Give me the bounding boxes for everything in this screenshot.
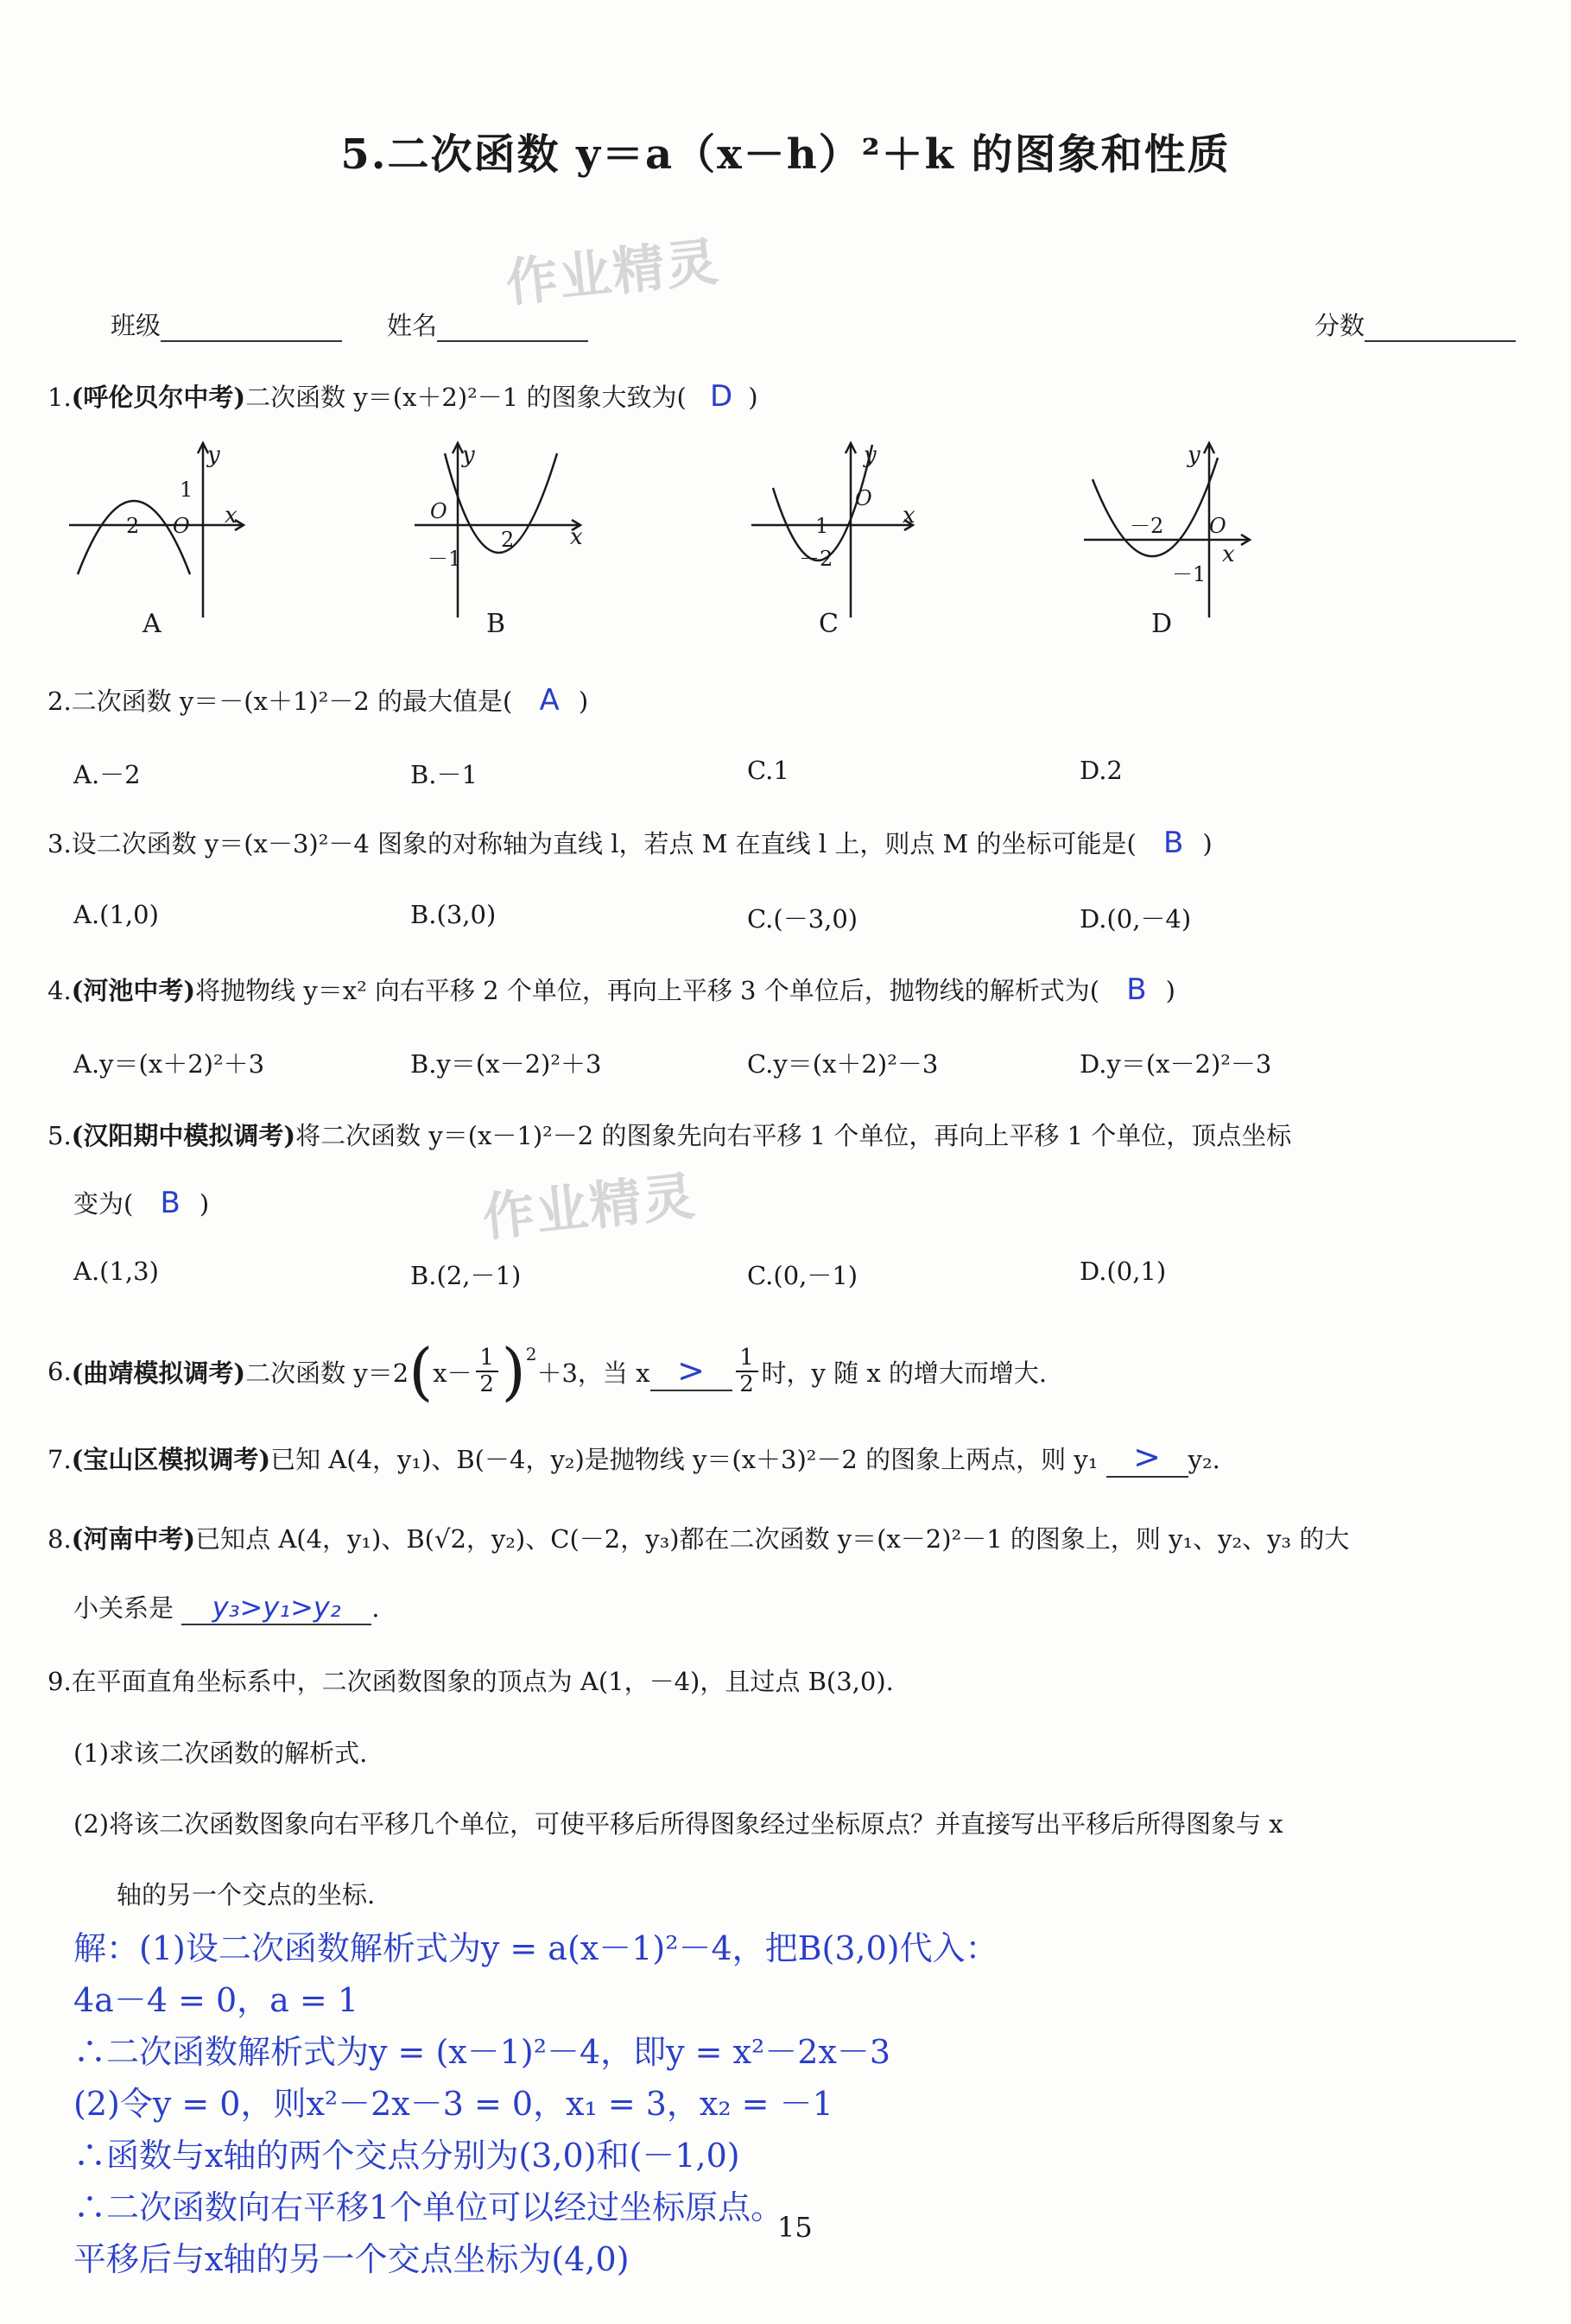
- question-1: 1.(呼伦贝尔中考)二次函数 y＝(x＋2)²－1 的图象大致为( D ): [48, 379, 758, 414]
- q6-blank[interactable]: [650, 1352, 732, 1391]
- graph-label-a: A: [143, 609, 162, 639]
- q6-answer: >: [677, 1352, 705, 1390]
- name-field: [387, 307, 588, 342]
- q3-option-d: D.(0,－4): [1080, 904, 1192, 934]
- question-8: 8.(河南中考)已知点 A(4，y₁)、B(√2，y₂)、C(－2，y₃)都在二次函数 y＝(x－2)²－1 的图象上，则 y₁、y₂、y₃ 的大: [48, 1524, 1350, 1554]
- q2-option-c: C.1: [747, 756, 789, 785]
- graph-b: [415, 443, 580, 617]
- svg-text:y: y: [207, 442, 220, 468]
- svg-text:x: x: [903, 503, 915, 529]
- class-field: [111, 307, 342, 342]
- page-number: 15: [777, 2211, 813, 2244]
- graph-label-d: D: [1151, 609, 1173, 639]
- name-blank[interactable]: [437, 311, 588, 342]
- q6-fraction-2: 1 2: [736, 1346, 758, 1396]
- solution-line-7: 平移后与x轴的另一个交点坐标为(4,0): [73, 2240, 630, 2278]
- q3-answer: B: [1163, 826, 1184, 860]
- svg-text:－2: －2: [799, 547, 833, 571]
- q3-option-c: C.(－3,0): [747, 904, 858, 934]
- svg-text:y: y: [462, 442, 475, 468]
- question-9: 9.在平面直角坐标系中，二次函数图象的顶点为 A(1，－4)，且过点 B(3,0).: [48, 1667, 894, 1696]
- graph-label-b: B: [486, 609, 506, 639]
- q2-option-b: B.－1: [410, 760, 478, 789]
- q6-fraction-1: 1 2: [476, 1346, 498, 1396]
- question-4: 4.(河池中考)将抛物线 y＝x² 向右平移 2 个单位，再向上平移 3 个单位后，抛物线的解析式为( B ): [48, 972, 1175, 1007]
- question-5-line2: 变为( B ): [73, 1186, 210, 1220]
- q5-option-c: C.(0,－1): [747, 1261, 858, 1290]
- svg-text:x: x: [1222, 541, 1235, 567]
- question-5: 5.(汉阳期中模拟调考)将二次函数 y＝(x－1)²－2 的图象先向右平移 1 个单位，再向上平移 1 个单位，顶点坐标: [48, 1121, 1292, 1150]
- svg-text:y: y: [864, 442, 877, 468]
- svg-text:1: 1: [180, 478, 193, 502]
- q1-graphs: [52, 436, 1278, 635]
- graph-a: [69, 443, 244, 617]
- q7-blank[interactable]: [1106, 1438, 1188, 1478]
- question-9-part2: (2)将该二次函数图象向右平移几个单位，可使平移后所得图象经过坐标原点？并直接写出平移后所得图象与 x: [73, 1809, 1283, 1839]
- q2-option-a: A.－2: [73, 760, 141, 789]
- score-label: 分数: [1314, 311, 1365, 340]
- solution-line-5: ∴函数与x轴的两个交点分别为(3,0)和(－1,0): [73, 2137, 740, 2175]
- q5-option-a: A.(1,3): [73, 1257, 159, 1286]
- class-blank[interactable]: [161, 311, 342, 342]
- page-title: 5.二次函数 y＝a（x－h）²＋k 的图象和性质: [340, 130, 1231, 179]
- svg-text:O: O: [855, 486, 872, 510]
- q5-option-d: D.(0,1): [1080, 1257, 1167, 1286]
- solution-line-4: (2)令y = 0，则x²－2x－3 = 0，x₁ = 3，x₂ = －1: [73, 2085, 833, 2123]
- q7-answer: >: [1133, 1438, 1161, 1476]
- question-6: 6. (曲靖模拟调考) 二次函数 y＝2 ( x－ 1 2 ) $^2$ ＋3，当 x > 1 2 时，y 随 x 的增大而增大.: [48, 1335, 1048, 1408]
- q4-option-b: B.y＝(x－2)²＋3: [410, 1049, 602, 1079]
- class-label: 班级: [111, 311, 162, 340]
- watermark-top: 作业精灵: [503, 231, 723, 314]
- q3-option-a: A.(1,0): [73, 900, 159, 929]
- q2-option-d: D.2: [1080, 756, 1123, 785]
- q4-answer: B: [1126, 972, 1147, 1007]
- q1-answer: D: [710, 379, 733, 414]
- question-3: 3.设二次函数 y＝(x－3)²－4 图象的对称轴为直线 l，若点 M 在直线 l 上，则点 M 的坐标可能是( B ): [48, 826, 1213, 860]
- svg-text:2: 2: [501, 528, 515, 552]
- q5-option-b: B.(2,－1): [410, 1261, 522, 1290]
- svg-text:－1: －1: [1172, 562, 1207, 586]
- solution-line-2: 4a－4 = 0，a = 1: [73, 1981, 359, 2019]
- svg-text:－1: －1: [428, 547, 462, 571]
- question-7: 7.(宝山区模拟调考)已知 A(4，y₁)、B(－4，y₂)是抛物线 y＝(x＋3)²－2 的图象上两点，则 y₁ > y₂.: [48, 1438, 1220, 1476]
- svg-text:y: y: [1188, 442, 1200, 468]
- question-2: 2.二次函数 y＝－(x＋1)²－2 的最大值是( A ): [48, 683, 589, 718]
- name-label: 姓名: [387, 311, 438, 340]
- q5-answer: B: [160, 1186, 181, 1220]
- solution-line-3: ∴二次函数解析式为y = (x－1)²－4，即y = x²－2x－3: [73, 2033, 891, 2071]
- graph-label-c: C: [819, 609, 839, 639]
- solution-line-6: ∴二次函数向右平移1个单位可以经过坐标原点。: [73, 2188, 784, 2226]
- svg-text:O: O: [1209, 514, 1226, 538]
- q2-answer: A: [539, 683, 560, 718]
- svg-text:－2: －2: [1130, 514, 1164, 538]
- svg-text:－2: －2: [105, 514, 140, 538]
- score-field: [1314, 307, 1516, 342]
- q8-answer: y₃>y₁>y₂: [212, 1591, 341, 1624]
- q4-option-c: C.y＝(x＋2)²－3: [747, 1049, 939, 1079]
- q8-blank[interactable]: [181, 1591, 371, 1625]
- svg-text:x: x: [225, 503, 238, 529]
- solution-line-1: 解：(1)设二次函数解析式为y = a(x－1)²－4，把B(3,0)代入：: [73, 1929, 998, 1967]
- score-blank[interactable]: [1365, 311, 1516, 342]
- q4-option-a: A.y＝(x＋2)²＋3: [73, 1049, 265, 1079]
- svg-text:－1: －1: [795, 514, 829, 538]
- svg-text:O: O: [173, 514, 190, 538]
- svg-text:x: x: [570, 524, 583, 550]
- graph-c: [751, 443, 913, 617]
- question-9-part1: (1)求该二次函数的解析式.: [73, 1738, 368, 1768]
- question-8-line2: 小关系是 y₃>y₁>y₂ .: [73, 1591, 380, 1624]
- q1-source: (呼伦贝尔中考): [71, 383, 246, 412]
- q3-option-b: B.(3,0): [410, 900, 497, 929]
- q4-option-d: D.y＝(x－2)²－3: [1080, 1049, 1272, 1079]
- svg-text:O: O: [430, 499, 447, 523]
- question-9-part2-cont: 轴的另一个交点的坐标.: [117, 1880, 376, 1909]
- watermark-middle: 作业精灵: [479, 1166, 700, 1249]
